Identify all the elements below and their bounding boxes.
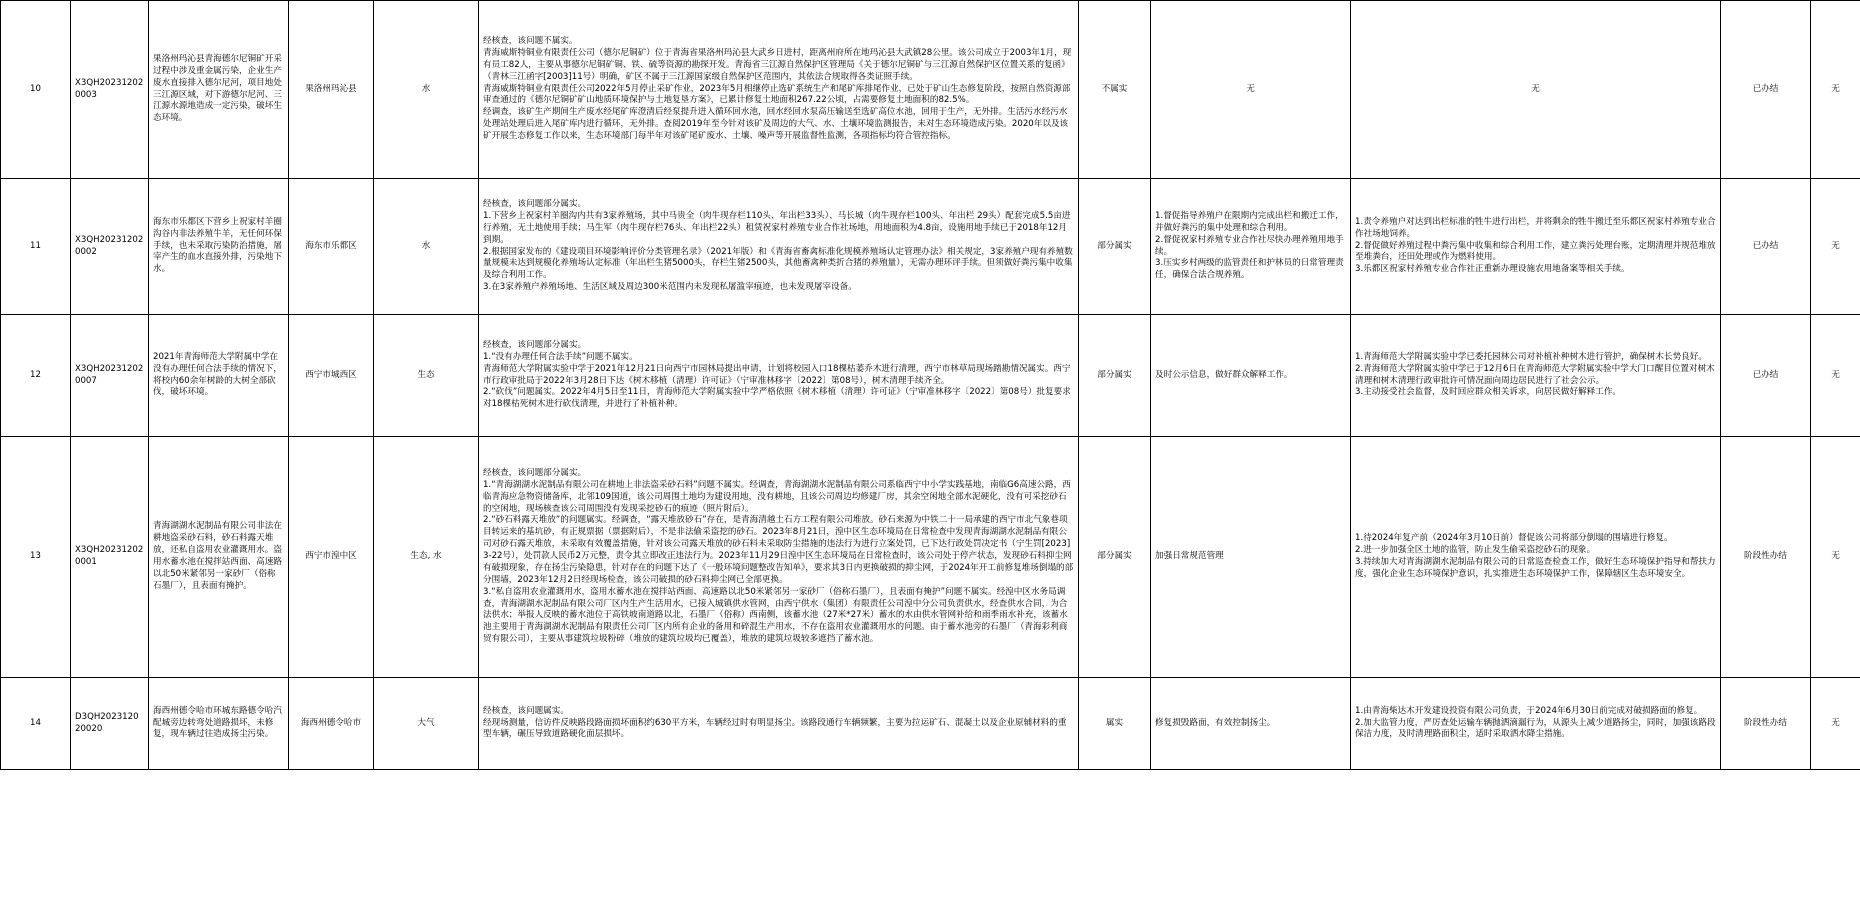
findings-cell-line: 经核查，该问题不属实。 <box>483 36 578 47</box>
findings-cell-line: 1.“没有办理任何合法手续”问题不属实。 <box>483 351 638 362</box>
region-cell[interactable]: 海西州德令哈市 <box>289 678 374 770</box>
findings-cell-line: 3.“私自盗用农业灌溉用水，盗用水蓄水池在搅拌站西面、高速路以北50米紧邻另一家砂厂（俗称石墨厂），且表面有掩护”问题不属实。经湟中区水务局调查，青海湖湖水泥制品有限公司厂区内生产生活用水，已接入城镇供水管网，由西宁供水（集团）有限责任公司湟中分公司负责供水，经查供水合同，为合法供水；举报人反映的蓄水池位于高铁坡南道路以北，石墨厂（俗称）西南侧，该蓄水池（27米*27米）蓄水的水由供水管网补给和雨季雨水补充，该蓄水池主要用于青海湖湖水泥制品有限责任公司厂区内所有企业的备用和碎混生产用水，不存在盗用农业灌溉用水的问题。由于蓄水池旁的石墨厂（青海彩利商贸有限公司），主要从事建筑垃圾粉碎（堆放的建筑垃圾均已覆盖），堆放的建筑垃圾较多遮挡了蓄水池。 <box>483 586 1068 645</box>
rectification-cell-line: 1.青海师范大学附属实验中学已委托园林公司对补植补种树木进行管护，确保树木长势良好。 <box>1355 351 1707 362</box>
rectification-cell[interactable] <box>1351 678 1721 770</box>
complaint-cell[interactable]: 海东市乐都区下营乡上祝家村羊圈沟谷内非法养殖牛羊，无任何环保手续，也未采取污染防治措施，屠宰产生的血水直接外排，污染地下水。 <box>149 179 289 315</box>
table-row <box>1 179 1860 315</box>
rectification-cell-line: 2.青海师范大学附属实验中学已于12月6日在青海师范大学附属实验中学大门口醒目位置对树木清理和树木清理行政审批许可情况面向周边居民进行了社会公示。 <box>1355 363 1715 386</box>
handling-cell-line: 3.压实乡村两级的监管责任和护林员的日常管理责任，确保合法合规养殖。 <box>1155 258 1344 281</box>
findings-cell-line: 2.“砂石料露天堆放”的问题属实。经调查，“露天堆放砂石”存在，是青海清越土石方工程有限公司堆放。砂石来源为中铁二十一局承建的西宁市北气象巷项目转运来的基坑砂，有正规票据（票据附后），不是非法偷采盗挖的砂石。2023年8月21日，湟中区生态环境局在日常检查中发现青海湖湖水泥制品有限公司对砂石露天堆放，未采取有效覆盖措施，针对该公司露天堆放的砂石料未采取防尘措施的违法行为进行立案处罚，已下达行政处罚决定书（宁生罚[2023]3-22号），处罚款人民币2万元整，责令其立即改正违法行为。2023年11月29日湟中区生态环境局在日常检查时，该公司处于停产状态，发现砂石料抑尘网有破损现象，存在扬尘污染隐患，针对存在的问题下达了《一般环境问题整改告知单》，要求其3日内更换破损的抑尘网，于2024年开工前修复堆场倒塌的部分围墙，2023年12月2日经现场检查，该公司破损的砂石料抑尘网已全部更换。 <box>483 515 1074 585</box>
handling-cell-line: 2.督促祝家村养殖专业合作社尽快办理养殖用地手续。 <box>1155 234 1344 257</box>
findings-cell-line: 经核查，该问题部分属实。 <box>483 199 587 210</box>
accountability-cell[interactable]: 无 <box>1811 315 1860 437</box>
findings-cell[interactable] <box>479 437 1079 678</box>
handling-cell[interactable] <box>1151 179 1351 315</box>
handling-cell-line: 加强日常规范管理 <box>1155 551 1224 562</box>
rectification-cell[interactable] <box>1351 179 1721 315</box>
handling-cell[interactable] <box>1151 315 1351 437</box>
complaint-cell[interactable]: 青海湖湖水泥制品有限公司非法在耕地盗采砂石料，砂石料露天堆放，还私自盗用农业灌溉用水。盗用水蓄水池在搅拌站西面、高速路以北50米紧邻另一家砂厂（俗称石墨厂），且表面有掩护。 <box>149 437 289 678</box>
status-cell[interactable]: 已办结 <box>1721 315 1811 437</box>
row-number-cell[interactable]: 14 <box>1 678 71 770</box>
rectification-cell-line: 2.督促做好养殖过程中粪污集中收集和综合利用工作，建立粪污处理台账，定期清理并规范堆放至堆粪台，还田处理或作为燃料使用。 <box>1355 240 1716 263</box>
table-row <box>1 315 1860 437</box>
complaint-cell[interactable]: 2021年青海师范大学附属中学在没有办理任何合法手续的情况下，将校内60余年树龄的大树全部砍伐，破坏环境。 <box>149 315 289 437</box>
complaint-cell[interactable]: 海西州德令哈市环城东路德令哈汽配城旁边转弯处道路损坏，未修复，现车辆过往造成扬尘污染。 <box>149 678 289 770</box>
findings-cell-line: 1.下营乡上祝家村羊圈沟内共有3家养殖场，其中马贵全（肉牛现存栏110头、年出栏33头）、马长城（肉牛现存栏100头、年出栏 29头）配套完成5.5亩进行养殖，无土地使用手续；马生军（肉牛现存栏76头、年出栏22头）租赁祝家村养殖专业合作社场地，用地面积为4.8亩，设施用地手续已于2018年12月到期。 <box>483 210 1071 245</box>
rectification-cell-line: 3.乐都区祝家村养殖专业合作社正重新办理设施农用地备案等相关手续。 <box>1355 264 1630 275</box>
findings-cell-line: 经核查，该问题部分属实。 <box>483 339 587 350</box>
pollution-type-cell[interactable]: 生态, 水 <box>374 437 479 678</box>
table-body <box>1 1 1860 770</box>
accountability-cell[interactable]: 无 <box>1811 437 1860 678</box>
rectification-cell-line: 1.待2024年复产前（2024年3月10日前）督促该公司将部分倒塌的围墙进行修复。 <box>1355 533 1673 544</box>
findings-cell-line: 经核查，该问题属实。 <box>483 705 569 716</box>
handling-cell-line: 1.督促指导养殖户在限期内完成出栏和搬迁工作，并做好粪污的集中处理和综合利用。 <box>1155 210 1344 233</box>
status-cell[interactable]: 阶段性办结 <box>1721 678 1811 770</box>
case-code-cell[interactable]: X3QH202312020007 <box>71 315 149 437</box>
findings-cell-line: 2.“砍伐”问题属实。2022年4月5日至11日，青海师范大学附属实验中学严格依照《树木移植（清理）许可证》（宁审准林移字〔2022〕第08号）批复要求对18棵枯死树木进行砍伐清理，并进行了补植补种。 <box>483 387 1071 410</box>
pollution-type-cell[interactable]: 水 <box>374 1 479 179</box>
findings-cell[interactable] <box>479 315 1079 437</box>
accountability-cell[interactable]: 无 <box>1811 179 1860 315</box>
region-cell[interactable]: 海东市乐都区 <box>289 179 374 315</box>
accountability-cell[interactable]: 无 <box>1811 1 1860 179</box>
handling-cell[interactable] <box>1151 1 1351 179</box>
findings-cell[interactable] <box>479 678 1079 770</box>
verdict-cell[interactable]: 不属实 <box>1079 1 1151 179</box>
findings-cell-line: 经核查，该问题部分属实。 <box>483 468 587 479</box>
complaint-cell[interactable]: 果洛州玛沁县青海德尔尼铜矿开采过程中涉及重金属污染，企业生产废水直接排入德尔尼河，项目地处三江源区域，对下游德尔尼河、三江源水源地造成一定污染，破坏生态环境。 <box>149 1 289 179</box>
row-number-cell[interactable]: 12 <box>1 315 71 437</box>
findings-cell-line: 1.“青海湖湖水泥制品有限公司在耕地上非法盗采砂石料”问题不属实。经调查，青海湖湖水泥制品有限公司系临西宁中小学实践基地，南临G6高速公路，西临青海应急物资储备库，北邻109国道，该公司周围土地均为建设用地，没有耕地，且该公司周边均修建厂房，其余空闲地全部水泥硬化，没有可采挖砂石的空闲地，现场核查该公司周围没有发现采挖砂石的痕迹（照片附后）。 <box>483 479 1071 514</box>
verdict-cell[interactable]: 部分属实 <box>1079 437 1151 678</box>
findings-cell-line: 经调查，该矿生产期间生产废水经尾矿库澄清后经泵提升进入循环回水池，回水经回水泵高压输送至选矿高位水池，回用于生产，无外排。生活污水经污水处理站处理后进入尾矿库内进行循环，无外排。查阅2019年至今针对该矿及周边的大气、水、土壤环境监测报告，未对生态环境造成污染。2020年以及该矿开展生态修复工作以来，生态环境部门每半年对该矿尾矿废水、土壤、噪声等开展监督性监测，各项指标均符合管控指标。 <box>483 107 1069 141</box>
rectification-cell[interactable] <box>1351 315 1721 437</box>
row-number-cell[interactable]: 13 <box>1 437 71 678</box>
findings-cell[interactable] <box>479 1 1079 179</box>
rectification-cell-line: 3.持续加大对青海湖湖水泥制品有限公司的日常巡查检查工作，做好生态环境保护指导和帮扶力度，强化企业生态环境保护意识，扎实推进生态环境保护工作，保障辖区生态环境安全。 <box>1355 557 1716 579</box>
rectification-cell-line: 无 <box>1531 83 1540 94</box>
region-cell[interactable]: 果洛州玛沁县 <box>289 1 374 179</box>
region-cell[interactable]: 西宁市湟中区 <box>289 437 374 678</box>
row-number-cell[interactable]: 10 <box>1 1 71 179</box>
status-cell[interactable]: 阶段性办结 <box>1721 437 1811 678</box>
handling-cell-line: 修复损毁路面，有效控制扬尘。 <box>1155 717 1276 728</box>
rectification-cell-line: 3.主动接受社会监督，及时回应群众相关诉求，向居民做好解释工作。 <box>1355 387 1622 398</box>
findings-cell-line: 青海威斯特铜业有限责任公司（德尔尼铜矿）位于青海省果洛州玛沁县大武乡日进村，距离州府所在地玛沁县大武镇28公里。该公司成立于2003年1月，现有员工82人，主要从事德尔尼铜矿铜、铁、硫等资源的勘探开发。青海省三江源自然保护区管理局《关于德尔尼铜矿与三江源自然保护区位置关系的复函》（青林三江函字[2003]11号）明确，矿区不属于三江源国家级自然保护区范围内，其依法合规取得各类证照手续。 <box>483 47 1072 82</box>
rectification-cell-line: 1.由青海柴达木开发建设投资有限公司负责，于2024年6月30日前完成对破损路面的修复。 <box>1355 705 1703 716</box>
verdict-cell[interactable]: 部分属实 <box>1079 315 1151 437</box>
findings-cell-line: 3.在3家养殖户养殖场地、生活区域及周边300米范围内未发现私屠滥宰痕迹，也未发现屠宰设备。 <box>483 282 857 293</box>
handling-cell-line: 及时公示信息，做好群众解释工作。 <box>1155 369 1293 380</box>
row-number-cell[interactable]: 11 <box>1 179 71 315</box>
accountability-cell[interactable]: 无 <box>1811 678 1860 770</box>
case-code-cell[interactable]: X3QH202312020003 <box>71 1 149 179</box>
handling-cell-line: 无 <box>1246 83 1255 94</box>
region-cell[interactable]: 西宁市城西区 <box>289 315 374 437</box>
status-cell[interactable]: 已办结 <box>1721 1 1811 179</box>
findings-cell-line: 经现场测量，信访件反映路段路面损坏面积约630平方米，车辆经过时有明显扬尘。该路段通行车辆频繁，主要为拉运矿石、混凝土以及企业原辅材料的重型车辆，碾压导致道路硬化面层损坏。 <box>483 717 1067 740</box>
rectification-cell[interactable] <box>1351 1 1721 179</box>
handling-cell[interactable] <box>1151 437 1351 678</box>
rectification-cell-line: 2.加大监管力度，严厉查处运输车辆抛洒滴漏行为，从源头上减少道路扬尘，同时，加强该路段保洁力度，及时清理路面积尘，适时采取洒水降尘措施。 <box>1355 717 1716 740</box>
table-row <box>1 437 1860 678</box>
findings-cell-line: 2.根据国家发布的《建设项目环境影响评价分类管理名录》（2021年版）和《青海省畜禽标准化规模养殖场认定管理办法》相关规定，3家养殖户现有养殖数量规模未达到规模化养殖场认定标准（年出栏生猪5000头，存栏生猪2500头，其他畜禽种类折合猪的养殖量），无需办理环评手续。但须做好粪污集中收集及综合利用工作。 <box>483 246 1073 281</box>
pollution-type-cell[interactable]: 水 <box>374 179 479 315</box>
verdict-cell[interactable]: 部分属实 <box>1079 179 1151 315</box>
case-code-cell[interactable]: X3QH202312020002 <box>71 179 149 315</box>
case-code-cell[interactable]: D3QH202312020020 <box>71 678 149 770</box>
rectification-cell-line: 1.责令养殖户对达到出栏标准的牲牛进行出栏，并将剩余的牲牛搬迁至乐都区祝家村养殖专业合作社场地饲养。 <box>1355 216 1716 239</box>
handling-cell[interactable] <box>1151 678 1351 770</box>
verdict-cell[interactable]: 属实 <box>1079 678 1151 770</box>
table-row <box>1 1 1860 179</box>
rectification-cell-line: 2.进一步加强全区土地的监管，防止发生偷采盗挖砂石的现象。 <box>1355 545 1596 556</box>
pollution-type-cell[interactable]: 生态 <box>374 315 479 437</box>
case-code-cell[interactable]: X3QH202312020001 <box>71 437 149 678</box>
findings-cell-line: 青海威斯特铜业有限责任公司2022年5月停止采矿作业，2023年5月相继停止选矿系统生产和尾矿库排尾作业，已处于矿山生态修复阶段，按照自然资源部审查通过的《德尔尼铜矿矿山地质环境保护与土地复垦方案》，已累计修复土地面积267.22公顷，占需要修复土地面积的82.5%。 <box>483 83 1071 106</box>
table-row <box>1 678 1860 770</box>
status-cell[interactable]: 已办结 <box>1721 179 1811 315</box>
findings-cell[interactable] <box>479 179 1079 315</box>
rectification-cell[interactable] <box>1351 437 1721 678</box>
pollution-type-cell[interactable]: 大气 <box>374 678 479 770</box>
findings-cell-line: 青海师范大学附属实验中学于2021年12月21日向西宁市园林局提出申请，计划将校园入口18棵枯萎乔木进行清理，西宁市林草局现场踏勘情况属实。西宁市行政审批局于2022年3月28日下达《树木移植（清理）许可证》（宁审准林移字〔2022〕第08号），树木清理手续齐全。 <box>483 363 1071 386</box>
